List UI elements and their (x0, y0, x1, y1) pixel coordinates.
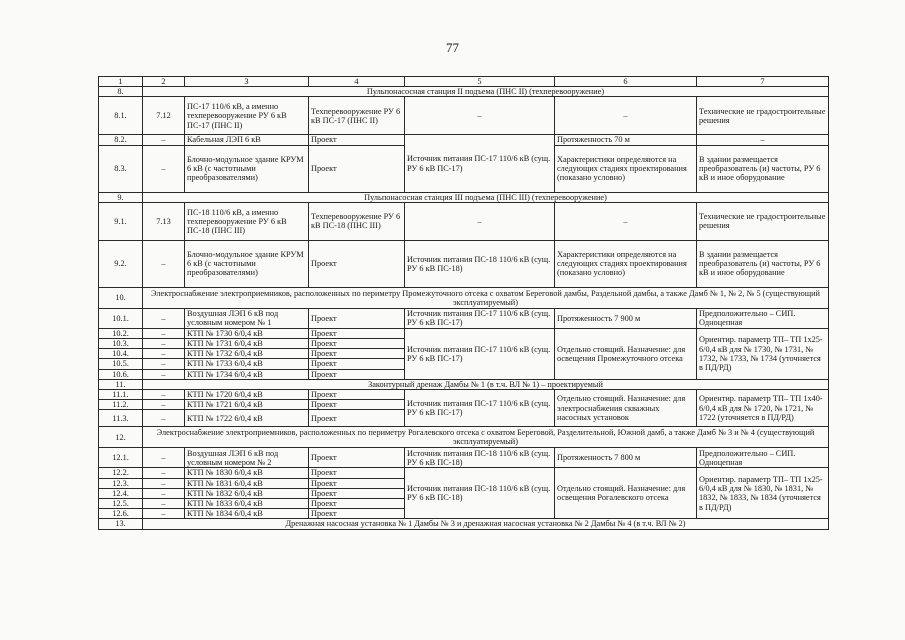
row-ref: – (143, 145, 185, 192)
row-note: В здании размещается преобразователь (и) частоты, РУ 6 кВ и иное оборудование (697, 145, 829, 192)
row-ref: – (143, 499, 185, 509)
section-title: Законтурный дренаж Дамбы № 1 (в т.ч. ВЛ № 1) – проектируемый (143, 379, 829, 389)
header-cell: 1 (99, 77, 143, 87)
row-number: 12.4. (99, 488, 143, 498)
row-characteristics: – (555, 97, 697, 135)
group-source: Источник питания ПС-17 110/6 кВ (сущ. РУ 6 кВ ПС-17) (405, 328, 555, 379)
group-source: Источник питания ПС-17 110/6 кВ (сущ. РУ 6 кВ ПС-17) (405, 135, 555, 192)
section-title: Электроснабжение электроприемников, расположенных по периметру Рогалевского отсека с охватом Береговой, Разделительной, Южной дамб, а также Дамб № 3 и № 4 (существующий эксплуатируемый) (143, 427, 829, 448)
page-number: 77 (446, 40, 459, 55)
row-name: Блочно-модульное здание КРУМ 6 кВ (с частотными преобразователями) (185, 240, 309, 287)
row-status: Проект (309, 509, 405, 519)
row-name: КТП № 1720 6/0,4 кВ (185, 390, 309, 400)
row-characteristics: Протяженность 7 900 м (555, 308, 697, 328)
row-ref: 7.12 (143, 97, 185, 135)
row-name: КТП № 1731 6/0,4 кВ (185, 339, 309, 349)
header-cell: 3 (185, 77, 309, 87)
row-note: В здании размещается преобразователь (и) частоты, РУ 6 кВ и иное оборудование (697, 240, 829, 287)
section-number: 8. (99, 87, 143, 97)
row-number: 8.3. (99, 145, 143, 192)
row-number: 8.2. (99, 135, 143, 145)
row-status: Проект (309, 488, 405, 498)
section-title: Электроснабжение электроприемников, расположенных по периметру Промежуточного отсека с охватом Береговой дамбы, Раздельной дамбы, а также Дамб № 1, № 2, № 5 (существующий эксплуатируемый) (143, 287, 829, 308)
row-number: 10.2. (99, 328, 143, 338)
row-name: Кабельная ЛЭП 6 кВ (185, 135, 309, 145)
group-characteristics: Отдельно стоящий. Назначение: для освещения Рогалевского отсека (555, 468, 697, 519)
table-row (99, 328, 829, 338)
row-status: Проект (309, 448, 405, 468)
row-ref: – (143, 339, 185, 349)
row-source: Источник питания ПС-18 110/6 кВ (сущ. РУ 6 кВ ПС-18) (405, 240, 555, 287)
section-number: 11. (99, 379, 143, 389)
row-ref: 7.13 (143, 202, 185, 240)
row-ref: – (143, 328, 185, 338)
section-title: Пульпонасосная станция III подъема (ПНС III) (техперевооружение) (143, 192, 829, 202)
row-name: КТП № 1722 6/0,4 кВ (185, 410, 309, 427)
row-name: КТП № 1732 6/0,4 кВ (185, 349, 309, 359)
row-characteristics: Протяженность 70 м (555, 135, 697, 145)
section-row (99, 192, 829, 202)
row-status: Проект (309, 328, 405, 338)
row-name: КТП № 1733 6/0,4 кВ (185, 359, 309, 369)
table-row (99, 448, 829, 468)
row-name: КТП № 1834 6/0,4 кВ (185, 509, 309, 519)
header-cell: 7 (697, 77, 829, 87)
section-row (99, 519, 829, 529)
row-number: 11.2. (99, 400, 143, 410)
row-name: Блочно-модульное здание КРУМ 6 кВ (с частотными преобразователями) (185, 145, 309, 192)
row-name: КТП № 1721 6/0,4 кВ (185, 400, 309, 410)
row-status: Проект (309, 339, 405, 349)
row-number: 11.3. (99, 410, 143, 427)
row-status: Проект (309, 369, 405, 379)
row-name: КТП № 1831 6/0,4 кВ (185, 478, 309, 488)
row-note: Предположительно – СИП. Одноцепная (697, 448, 829, 468)
row-note: Предположительно – СИП. Одноцепная (697, 308, 829, 328)
row-ref: – (143, 478, 185, 488)
header-cell: 5 (405, 77, 555, 87)
row-number: 12.3. (99, 478, 143, 488)
section-number: 13. (99, 519, 143, 529)
row-number: 11.1. (99, 390, 143, 400)
table-row (99, 135, 829, 145)
row-name: Воздушная ЛЭП 6 кВ под условным номером № 2 (185, 448, 309, 468)
table-header-row (99, 77, 829, 87)
row-name: ПС-17 110/6 кВ, а именно техперевооружение РУ 6 кВ ПС-17 (ПНС II) (185, 97, 309, 135)
row-name: Воздушная ЛЭП 6 кВ под условным номером № 1 (185, 308, 309, 328)
row-status: Проект (309, 390, 405, 400)
row-ref: – (143, 308, 185, 328)
row-ref: – (143, 400, 185, 410)
row-source: – (405, 97, 555, 135)
row-characteristics: – (555, 202, 697, 240)
row-number: 12.1. (99, 448, 143, 468)
table-row (99, 468, 829, 478)
row-name: КТП № 1832 6/0,4 кВ (185, 488, 309, 498)
section-row (99, 427, 829, 448)
group-note: Ориентир. параметр ТП– ТП 1x40-6/0,4 кВ для № 1720, № 1721, № 1722 (уточняется в ПД/РД) (697, 390, 829, 427)
row-ref: – (143, 359, 185, 369)
row-name: КТП № 1730 6/0,4 кВ (185, 328, 309, 338)
section-number: 10. (99, 287, 143, 308)
row-ref: – (143, 390, 185, 400)
row-name: КТП № 1833 6/0,4 кВ (185, 499, 309, 509)
group-source: Источник питания ПС-17 110/6 кВ (сущ. РУ 6 кВ ПС-17) (405, 390, 555, 427)
section-title: Пульпонасосная станция II подъема (ПНС II) (техперевооружение) (143, 87, 829, 97)
section-row (99, 87, 829, 97)
row-status: Проект (309, 145, 405, 192)
section-title: Дренажная насосная установка № 1 Дамбы № 3 и дренажная насосная установка № 2 Дамбы № 4 (в т.ч. ВЛ № 2) (143, 519, 829, 529)
section-row (99, 379, 829, 389)
group-characteristics: Отдельно стоящий. Назначение: для освещения Промежуточного отсека (555, 328, 697, 379)
row-ref: – (143, 349, 185, 359)
row-characteristics: Характеристики определяются на следующих стадиях проектирования (показано условно) (555, 240, 697, 287)
row-status: Техперевооружение РУ 6 кВ ПС-18 (ПНС III) (309, 202, 405, 240)
row-status: Проект (309, 478, 405, 488)
row-number: 10.1. (99, 308, 143, 328)
row-number: 9.1. (99, 202, 143, 240)
row-number: 10.6. (99, 369, 143, 379)
header-cell: 6 (555, 77, 697, 87)
row-characteristics: Протяженность 7 800 м (555, 448, 697, 468)
row-status: Проект (309, 468, 405, 478)
header-cell: 2 (143, 77, 185, 87)
row-ref: – (143, 410, 185, 427)
row-ref: – (143, 468, 185, 478)
section-row (99, 287, 829, 308)
row-status: Проект (309, 410, 405, 427)
group-source: Источник питания ПС-18 110/6 кВ (сущ. РУ 6 кВ ПС-18) (405, 468, 555, 519)
row-number: 12.6. (99, 509, 143, 519)
group-note: Ориентир. параметр ТП– ТП 1x25-6/0,4 кВ для № 1830, № 1831, № 1832, № 1833, № 1834 (уточняется в ПД/РД) (697, 468, 829, 519)
row-status: Проект (309, 499, 405, 509)
group-characteristics: Отдельно стоящий. Назначение: для электроснабжения скважных насосных установок (555, 390, 697, 427)
row-name: КТП № 1734 6/0,4 кВ (185, 369, 309, 379)
row-note: Технические не градостроительные решения (697, 97, 829, 135)
row-number: 12.2. (99, 468, 143, 478)
row-ref: – (143, 488, 185, 498)
row-ref: – (143, 509, 185, 519)
row-characteristics: Характеристики определяются на следующих стадиях проектирования (показано условно) (555, 145, 697, 192)
section-number: 9. (99, 192, 143, 202)
row-number: 10.3. (99, 339, 143, 349)
row-ref: – (143, 240, 185, 287)
row-number: 8.1. (99, 97, 143, 135)
table-row (99, 202, 829, 240)
row-status: Проект (309, 308, 405, 328)
header-cell: 4 (309, 77, 405, 87)
objects-table (98, 76, 829, 530)
group-note: Ориентир. параметр ТП– ТП 1x25-6/0,4 кВ для № 1730, № 1731, № 1732, № 1733, № 1734 (уточняется в ПД/РД) (697, 328, 829, 379)
row-number: 10.5. (99, 359, 143, 369)
row-ref: – (143, 135, 185, 145)
table-row (99, 308, 829, 328)
row-status: Техперевооружение РУ 6 кВ ПС-17 (ПНС II) (309, 97, 405, 135)
row-source: Источник питания ПС-18 110/6 кВ (сущ. РУ 6 кВ ПС-18) (405, 448, 555, 468)
row-status: Проект (309, 400, 405, 410)
row-status: Проект (309, 349, 405, 359)
row-ref: – (143, 448, 185, 468)
row-name: ПС-18 110/6 кВ, а именно техперевооружение РУ 6 кВ ПС-18 (ПНС III) (185, 202, 309, 240)
table-row (99, 240, 829, 287)
table-row (99, 390, 829, 400)
row-note: Технические не градостроительные решения (697, 202, 829, 240)
row-number: 9.2. (99, 240, 143, 287)
row-note: – (697, 135, 829, 145)
row-ref: – (143, 369, 185, 379)
table-row (99, 97, 829, 135)
row-number: 10.4. (99, 349, 143, 359)
row-number: 12.5. (99, 499, 143, 509)
row-name: КТП № 1830 6/0,4 кВ (185, 468, 309, 478)
row-source: – (405, 202, 555, 240)
row-source: Источник питания ПС-17 110/6 кВ (сущ. РУ 6 кВ ПС-17) (405, 308, 555, 328)
row-status: Проект (309, 135, 405, 145)
section-number: 12. (99, 427, 143, 448)
row-status: Проект (309, 359, 405, 369)
row-status: Проект (309, 240, 405, 287)
